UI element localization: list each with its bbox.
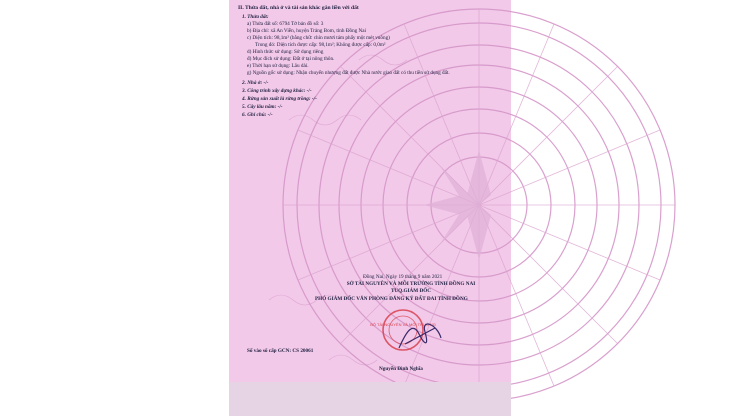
signature [395,318,445,354]
signer-position: PHÓ GIÁM ĐỐC VĂN PHÒNG ĐĂNG KÝ ĐẤT ĐAI TỈNH ĐỒNG [315,296,468,302]
section-title: II. Thửa đất, nhà ở và tài sản khác gắn liền với đất [238,5,359,11]
item-construction: 3. Công trình xây dựng khác: -/- [242,88,312,94]
on-behalf: TUQ.GIÁM ĐỐC [390,288,432,294]
certificate-page [229,0,511,416]
usage-origin: g) Nguồn gốc sử dụng: Nhận chuyển nhượng đất được Nhà nước giao đất có thu tiền sử dụng đất. [247,70,450,76]
stamp-text: BỘ TÀI NGUYÊN VÀ MÔI TRƯỜNG [370,322,436,327]
land-address: b) Địa chỉ: xã An Viễn, huyện Trảng Bom, tỉnh Đồng Nai [247,28,367,34]
item-notes: 6. Ghi chú: -/- [242,112,273,118]
issuing-agency: SỞ TÀI NGUYÊN VÀ MÔI TRƯỜNG TỈNH ĐỒNG NAI [346,281,476,287]
signer-name: Nguyễn Đình Nghĩa [379,366,423,372]
land-area-detail: Trong đó: Diện tích được cấp: 98,1m²; Không được cấp: 0,0m² [255,42,386,48]
signing-date: Đồng Nai, Ngày 19 tháng 9 năm 2021 [363,274,443,280]
land-area: c) Diện tích: 98,1m² (bằng chữ: chín mươi tám phẩy một mét vuông) [247,35,390,41]
item-house: 2. Nhà ở: -/- [242,80,269,86]
usage-purpose: đ) Mục đích sử dụng: Đất ở tại nông thôn. [247,56,335,62]
item-perennial: 5. Cây lâu năm: -/- [242,104,283,110]
plot-number: a) Thửa đất số: 6794 Tờ bản đồ số: 3 [247,21,324,27]
item-forest: 4. Rừng sản xuất là rừng trồng: -/- [242,96,317,102]
usage-term: e) Thời hạn sử dụng: Lâu dài. [247,63,309,69]
page-bottom-edge [229,382,511,416]
usage-form: d) Hình thức sử dụng: Sử dụng riêng [247,49,324,55]
land-heading: 1. Thửa đất: [242,14,269,20]
register-number: Số vào sổ cấp GCN: CS 20061 [247,348,314,354]
